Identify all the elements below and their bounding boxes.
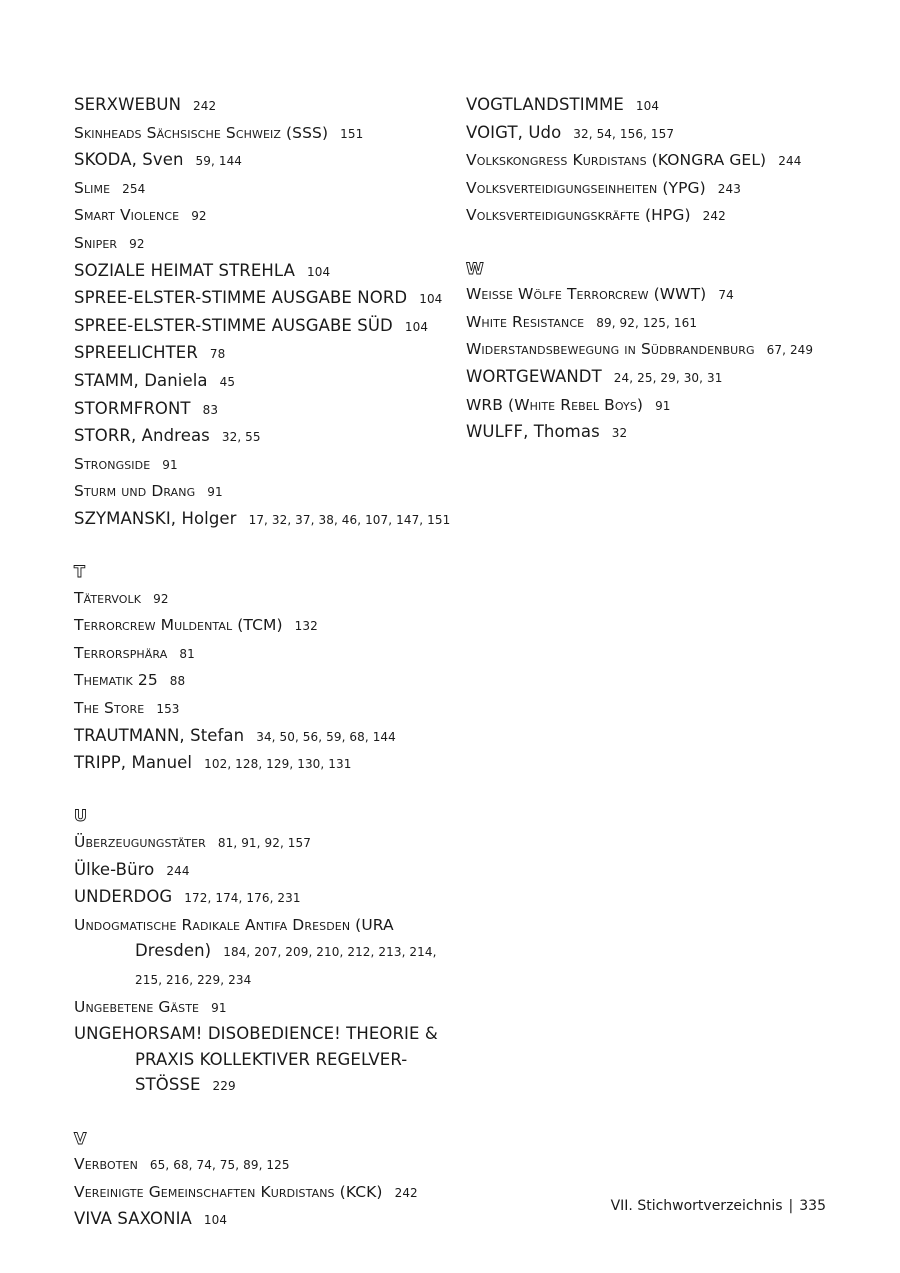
index-entry [466,419,886,447]
index-term: UNDERDOG [74,887,173,907]
index-pages: 254 [122,181,146,196]
index-term: VOIGT, Udo [466,122,562,142]
index-pages: 81 [179,646,195,661]
index-entry [74,92,464,120]
index-column-left [74,92,464,1234]
index-pages: 104 [635,99,660,113]
index-term: PRAXIS KOLLEKTIVER REGELVER- [135,1049,408,1069]
index-entry [466,364,886,392]
section-u [74,829,464,912]
index-term: Verboten [74,1155,138,1174]
index-pages: 24, 25, 29, 30, 31 [613,370,723,385]
index-term: SOZIALE HEIMAT STREHLA [74,260,295,280]
index-pages: 17, 32, 37, 38, 46, 107, 147, 151 [248,512,451,527]
index-entry [74,640,464,668]
index-entry [466,120,886,148]
index-entry [74,175,464,203]
index-entry [74,120,464,148]
index-pages: 34, 50, 56, 59, 68, 144 [256,729,396,744]
index-entry-continuation [74,1072,464,1100]
index-term: Undogmatische Radikale Antifa Dresden (URA [74,915,394,934]
index-term: STORR, Andreas [74,426,210,446]
section-s [74,92,464,534]
footer-separator: | [788,1198,794,1214]
index-pages: 91 [162,457,178,472]
index-pages: 151 [340,126,364,141]
index-pages: 102, 128, 129, 130, 131 [204,757,352,772]
index-term: Weisse Wölfe Terrorcrew (WWT) [466,285,707,304]
index-term: SPREELICHTER [74,343,198,363]
index-term: WRB (White Rebel Boys) [466,395,644,414]
index-term: VIVA SAXONIA [74,1209,192,1229]
index-entry [74,313,464,341]
index-entry [466,309,886,337]
index-entry [74,423,464,451]
index-term: Skinheads Sächsische Schweiz (SSS) [74,123,329,142]
index-pages: 244 [166,863,190,878]
section-v-continued [466,92,886,230]
index-term: SPREE-ELSTER-STIMME AUSGABE SÜD [74,315,393,335]
index-term: UNGEHORSAM! DISOBEDIENCE! THEORIE & [74,1024,438,1044]
section-letter-w: W [466,258,484,278]
index-entry [74,258,464,286]
index-term: STORMFRONT [74,398,191,418]
index-term: Überzeugungstäter [74,833,206,852]
index-pages: 32, 55 [221,430,261,445]
index-term: The Store [74,699,145,718]
index-term: Terrorsphära [74,643,168,662]
section-letter-u: U [74,806,87,826]
index-pages: 243 [717,181,741,196]
index-term: SKODA, Sven [74,150,184,170]
index-pages: 244 [778,154,802,169]
index-term: Vereinigte Gemeinschaften Kurdistans (KCK) [74,1182,383,1201]
index-term: STAMM, Daniela [74,370,208,390]
index-entry [74,585,464,613]
index-pages: 45 [219,374,236,389]
index-entry [74,340,464,368]
index-entry [466,392,886,420]
section-w [466,281,886,447]
index-entry [466,175,886,203]
index-entry-continuation [74,1047,464,1073]
index-term: Ülke-Büro [74,859,155,879]
index-pages: 215, 216, 229, 234 [135,973,252,987]
index-term: SERXWEBUN [74,95,182,114]
index-pages: 65, 68, 74, 75, 89, 125 [149,1158,290,1173]
index-term: Slime [74,178,111,197]
index-entry [74,230,464,258]
index-term: WULFF, Thomas [466,422,600,442]
index-term: VOGTLANDSTIMME [466,95,624,114]
index-pages: 104 [419,292,443,307]
index-term: Widerstandsbewegung in Südbrandenburg [466,340,755,359]
index-pages: 89, 92, 125, 161 [596,315,698,330]
index-pages: 91 [207,485,223,500]
index-entry [74,612,464,640]
index-pages: 59, 144 [195,154,243,169]
index-pages: 184, 207, 209, 210, 212, 213, 214, [223,945,437,960]
index-pages: 32 [611,426,628,441]
index-entry [74,667,464,695]
index-term: Sniper [74,233,118,252]
index-entry [74,478,464,506]
index-entry [74,829,464,857]
index-term: Strongside [74,454,151,473]
section-letter-v: V [74,1128,87,1148]
index-pages: 81, 91, 92, 157 [217,836,311,851]
index-entry [74,1179,464,1207]
index-term: SZYMANSKI, Holger [74,508,237,528]
index-term: WORTGEWANDT [466,366,602,386]
index-pages: 153 [156,702,180,717]
index-pages: 104 [203,1213,228,1228]
index-pages: 83 [202,402,219,417]
index-entry [74,396,464,424]
index-entry [74,147,464,175]
index-pages: 88 [169,674,186,689]
index-term: Volksverteidigungseinheiten (YPG) [466,178,706,197]
index-pages: 172, 174, 176, 231 [184,891,301,906]
index-term: TRIPP, Manuel [74,753,193,773]
index-entry [74,695,464,723]
index-entry [74,884,464,912]
index-entry-ura [74,912,464,994]
page-number: 335 [799,1198,826,1214]
index-pages: 132 [294,619,318,634]
index-entry [466,202,886,230]
index-pages: 92 [129,236,145,251]
index-term: Thematik 25 [74,671,158,690]
index-entry [466,336,886,364]
index-entry [74,750,464,778]
index-pages: 92 [191,209,207,224]
index-term: STÖSSE [135,1075,201,1095]
index-entry [74,1206,464,1234]
index-entry [74,506,464,534]
index-entry [74,368,464,396]
index-entry [74,202,464,230]
index-entry [74,1151,464,1179]
index-entry [466,92,886,120]
index-pages: 242 [193,99,217,113]
index-entry [74,723,464,751]
index-entry-continuation [74,938,464,966]
index-entry-continuation [74,966,464,994]
index-pages: 91 [655,398,671,413]
index-term: Volkskongress Kurdistans (KONGRA GEL) [466,151,767,170]
index-term: Sturm und Drang [74,482,196,501]
section-v [74,1151,464,1234]
index-pages: 242 [702,209,726,224]
index-term: Dresden) [135,941,212,961]
index-pages: 32, 54, 156, 157 [573,126,675,141]
index-term: Ungebetene Gäste [74,997,200,1016]
index-entry-ungebetene-gaeste [74,994,464,1022]
index-entry [74,285,464,313]
index-term: Volksverteidigungskräfte (HPG) [466,206,691,225]
index-pages: 104 [306,264,331,279]
footer-section-title: VII. Stichwortverzeichnis [610,1198,783,1214]
section-t [74,585,464,778]
index-pages: 92 [153,591,169,606]
index-pages: 229 [212,1079,236,1094]
index-pages: 78 [209,347,226,362]
index-column-right [466,92,886,447]
index-entry-ungehorsam [74,1021,464,1100]
section-letter-t: T [74,562,85,582]
index-term: TRAUTMANN, Stefan [74,725,245,745]
index-pages: 91 [211,1000,227,1015]
index-term: Terrorcrew Muldental (TCM) [74,616,283,635]
index-pages: 104 [404,319,429,334]
index-term: Tätervolk [74,588,142,607]
index-entry [74,857,464,885]
index-term: White Resistance [466,312,585,331]
page-footer [611,1198,826,1214]
index-pages: 74 [718,288,734,303]
index-term: Smart Violence [74,206,180,225]
index-pages: 242 [394,1185,418,1200]
index-pages: 67, 249 [766,343,814,358]
index-entry [466,281,886,309]
index-term: SPREE-ELSTER-STIMME AUSGABE NORD [74,288,408,308]
index-entry [74,451,464,479]
index-entry [466,147,886,175]
